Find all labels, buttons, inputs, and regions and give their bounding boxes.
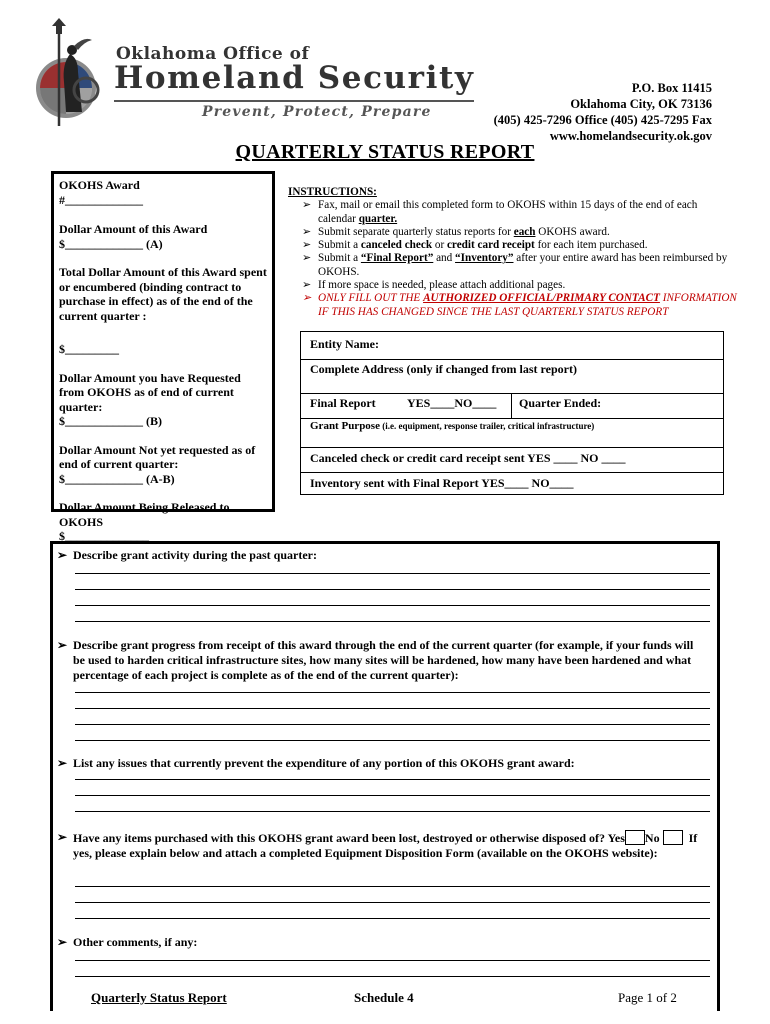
answer-line[interactable]	[75, 960, 710, 961]
total-spent-label: Total Dollar Amount of this Award spent or encumbered (binding contract to purchase in effect) as of the end of the current quarter :	[59, 265, 267, 323]
footer-page-number: Page 1 of 2	[618, 990, 677, 1005]
arrow-bullet-icon: ➢	[57, 638, 68, 652]
dollar-amount-label: Dollar Amount of this Award	[59, 222, 208, 236]
final-report-row	[301, 393, 723, 419]
phone-fax: (405) 425-7296 Office (405) 425-7295 Fax	[493, 113, 712, 127]
instruction-item: ➢ Submit a “Final Report” and “Inventory” after your entire award has been reimbursed by OKOHS.	[302, 252, 728, 278]
question-text: Other comments, if any:	[73, 935, 198, 949]
answer-line[interactable]	[75, 621, 710, 622]
yes-checkbox[interactable]	[625, 830, 645, 845]
instruction-item: ➢ Submit separate quarterly status reports for each OKOHS award.	[302, 225, 610, 238]
inventory-label: Inventory sent with Final Report YES____ NO____	[310, 476, 574, 490]
answer-line[interactable]	[75, 589, 710, 590]
question-text: List any issues that currently prevent the expenditure of any portion of this OKOHS grant award:	[73, 756, 575, 770]
total-spent-field[interactable]: $_________	[59, 342, 119, 356]
agency-logo	[28, 14, 483, 132]
answer-line[interactable]	[75, 779, 710, 780]
address-row[interactable]	[301, 359, 723, 394]
logo-divider	[114, 100, 474, 102]
seal-icon	[28, 14, 118, 132]
instructions	[288, 186, 738, 319]
award-number-field[interactable]: #_____________	[59, 192, 143, 207]
answer-line[interactable]	[75, 976, 710, 977]
answer-line[interactable]	[75, 740, 710, 741]
released-field[interactable]: $______________	[59, 529, 149, 543]
question-lost-items	[57, 830, 702, 861]
instruction-item: ➢ Fax, mail or email this completed form to OKOHS within 15 days of the end of each calendar quarter.	[302, 199, 698, 225]
arrow-bullet-icon: ➢	[57, 935, 68, 949]
arrow-bullet-icon: ➢	[302, 279, 312, 292]
quarter-ended-label[interactable]: Quarter Ended:	[519, 396, 602, 410]
grant-purpose-row[interactable]	[301, 418, 723, 448]
arrow-bullet-icon: ➢	[302, 199, 312, 212]
contact-block	[494, 80, 712, 144]
instruction-item: ➢ Submit a canceled check or credit card receipt for each item purchased.	[302, 239, 648, 252]
po-box: P.O. Box 11415	[631, 81, 712, 95]
canceled-check-label: Canceled check or credit card receipt sent YES ____ NO ____	[310, 451, 626, 465]
arrow-bullet-icon: ➢	[302, 292, 312, 305]
entity-name-row[interactable]	[301, 332, 723, 360]
logo-title: Homeland Security	[114, 60, 475, 96]
page-title: QUARTERLY STATUS REPORT	[235, 141, 535, 163]
canceled-check-row[interactable]	[301, 447, 723, 473]
answer-line[interactable]	[75, 811, 710, 812]
instructions-heading: INSTRUCTIONS:	[288, 186, 377, 198]
answer-line[interactable]	[75, 795, 710, 796]
answer-line[interactable]	[75, 918, 710, 919]
question-grant-activity	[57, 548, 717, 563]
cell-divider	[511, 393, 512, 418]
answer-line[interactable]	[75, 886, 710, 887]
question-text: Have any items purchased with this OKOHS grant award been lost, destroyed or otherwise disposed of? Yes No If yes, please explain below and attach a completed Equipment Disposition Form (available on the OKOHS website):	[73, 831, 698, 860]
arrow-bullet-icon: ➢	[302, 239, 312, 252]
released-label: Dollar Amount Being Released to OKOHS	[59, 500, 230, 529]
question-issues	[57, 756, 717, 771]
footer-schedule: Schedule 4	[354, 990, 414, 1005]
not-requested-label: Dollar Amount Not yet requested as of end of current quarter:	[59, 442, 256, 471]
answer-line[interactable]	[75, 708, 710, 709]
website-link[interactable]: www.homelandsecurity.ok.gov	[549, 129, 712, 143]
entity-name-label: Entity Name:	[310, 337, 379, 351]
answer-line[interactable]	[75, 902, 710, 903]
arrow-bullet-icon: ➢	[57, 830, 68, 844]
entity-info-box	[300, 331, 724, 495]
requested-amount-field[interactable]: $_____________ (B)	[59, 414, 162, 428]
final-report-yes-no[interactable]: YES____NO____	[407, 396, 497, 410]
city-state-zip: Oklahoma City, OK 73136	[570, 97, 712, 111]
logo-tagline: Prevent, Protect, Prepare	[202, 104, 432, 120]
not-requested-field[interactable]: $_____________ (A-B)	[59, 471, 175, 486]
question-text: Describe grant activity during the past quarter:	[73, 548, 317, 562]
grant-purpose-label: Grant Purpose (i.e. equipment, response trailer, critical infrastructure)	[310, 420, 595, 432]
question-text: Describe grant progress from receipt of this award through the end of the current quarter (for example, if your funds will be used to harden critical infrastructure sites, how many sites will be hardened, how many have been hardened and what percentage of each project is complete as of the end of the current quarter):	[73, 638, 694, 682]
answer-line[interactable]	[75, 605, 710, 606]
award-label: OKOHS Award	[59, 178, 140, 192]
question-other-comments	[57, 935, 717, 950]
question-grant-progress	[57, 638, 707, 683]
final-report-label: Final Report	[310, 396, 376, 410]
arrow-bullet-icon: ➢	[302, 252, 312, 265]
requested-amount-label: Dollar Amount you have Requested from OKOHS as of end of current quarter:	[59, 370, 241, 414]
answer-line[interactable]	[75, 724, 710, 725]
address-label: Complete Address (only if changed from last report)	[310, 362, 577, 376]
answer-line[interactable]	[75, 692, 710, 693]
inventory-row[interactable]	[301, 472, 723, 494]
arrow-bullet-icon: ➢	[302, 225, 312, 238]
dollar-amount-field[interactable]: $_____________ (A)	[59, 236, 163, 251]
page-footer	[0, 990, 770, 1010]
footer-form-name: Quarterly Status Report	[91, 990, 227, 1005]
award-summary-box	[51, 171, 275, 543]
no-checkbox[interactable]	[663, 830, 683, 845]
arrow-bullet-icon: ➢	[57, 756, 68, 770]
arrow-bullet-icon: ➢	[57, 548, 68, 562]
answer-line[interactable]	[75, 573, 710, 574]
instruction-item: ➢ If more space is needed, please attach additional pages.	[302, 279, 566, 292]
logo-subtitle: Oklahoma Office of	[116, 44, 310, 64]
instruction-item-warning: ➢ ONLY FILL OUT THE AUTHORIZED OFFICIAL/PRIMARY CONTACT INFORMATION IF THIS HAS CHANGED SINCE THE LAST QUARTERLY STATUS REPORT	[302, 292, 737, 318]
